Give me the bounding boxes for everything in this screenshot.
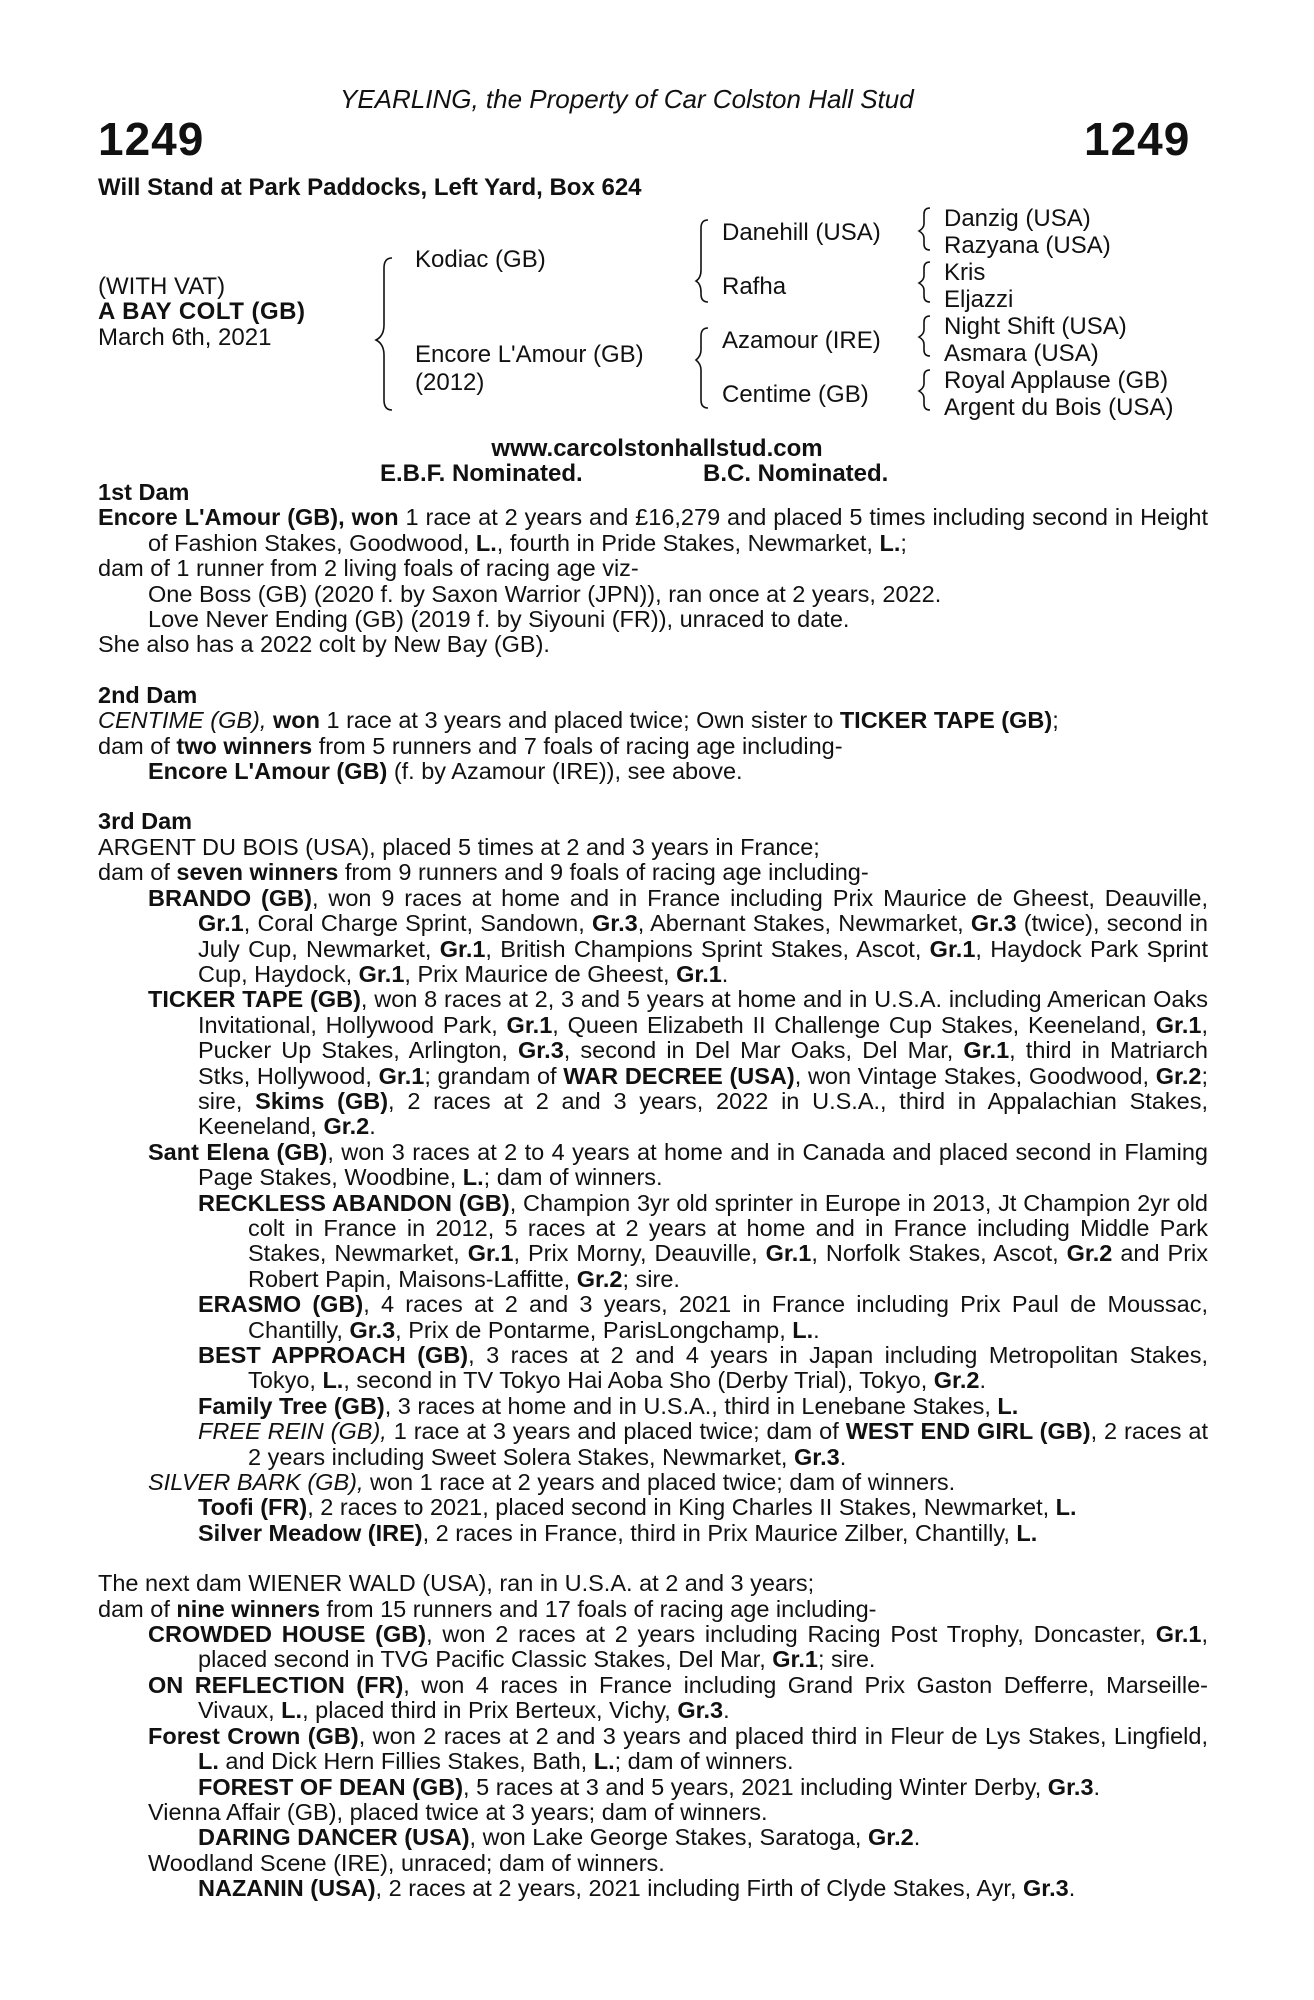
website-link[interactable]: www.carcolstonhallstud.com: [491, 435, 823, 462]
pedigree-g6: Asmara (USA): [944, 340, 1099, 367]
next-dam-produce-intro: dam of nine winners from 15 runners and 17 foals of racing age including-: [98, 1595, 877, 1622]
produce-record-forest-crown: Forest Crown (GB), won 2 races at 2 and 3 years and placed third in Fleur de Lys Stakes, Lingfield, L. and Dick Hern Fillies Stakes, Bath, L.; dam of winners.: [148, 1722, 1208, 1775]
produce-record-woodland-scene: Woodland Scene (IRE), unraced; dam of winners.: [148, 1849, 665, 1876]
horse-description: A BAY COLT (GB): [98, 298, 306, 325]
produce-record-erasmo: ERASMO (GB), 4 races at 2 and 3 years, 2021 in France including Prix Paul de Moussac, Chantilly, Gr.3, Prix de Pontarme, ParisLongchamp, L..: [198, 1291, 1209, 1343]
page-title: YEARLING, the Property of Car Colston Hall Stud: [340, 84, 914, 114]
foal-record: Love Never Ending (GB) (2019 f. by Siyouni (FR)), unraced to date.: [148, 606, 850, 633]
produce-record-family-tree: Family Tree (GB), 3 races at home and in U.S.A., third in Lenebane Stakes, L.: [198, 1392, 1019, 1419]
pedigree-g3: Kris: [944, 259, 986, 286]
pedigree-g7: Royal Applause (GB): [944, 367, 1169, 394]
pedigree-g1: Danzig (USA): [944, 205, 1091, 232]
pedigree-g8: Argent du Bois (USA): [944, 394, 1174, 421]
ebf-nominated: E.B.F. Nominated.: [380, 460, 583, 487]
dam-name: Encore L'Amour (GB),: [98, 504, 345, 531]
pedigree-dam: Encore L'Amour (GB): [415, 341, 644, 368]
first-dam-also: She also has a 2022 colt by New Bay (GB).: [98, 631, 550, 658]
pedigree-dam-dam: Centime (GB): [722, 381, 869, 408]
second-dam-heading: 2nd Dam: [98, 681, 198, 708]
third-dam-produce-intro: dam of seven winners from 9 runners and 9 foals of racing age including-: [98, 859, 869, 886]
pedigree-dam-sire: Azamour (IRE): [722, 327, 881, 354]
pedigree-sire: Kodiac (GB): [415, 246, 546, 273]
produce-record-silver-bark: SILVER BARK (GB), won 1 race at 2 years and placed twice; dam of winners.: [148, 1469, 956, 1496]
produce-record-daring-dancer: DARING DANCER (USA), won Lake George Stakes, Saratoga, Gr.2.: [198, 1824, 921, 1851]
produce-record-ticker-tape: TICKER TAPE (GB), won 8 races at 2, 3 and 5 years at home and in U.S.A. including American Oaks Invitational, Hollywood Park, Gr.1, Queen Elizabeth II Challenge Cup Stakes, Keeneland, Gr.1, Pucker Up Stakes, Arlington, Gr.3, second in Del Mar Oaks, Del Mar, Gr.1, third in Matriarch Stks, Hollywood, Gr.1; grandam of WAR DECREE (USA), won Vintage Stakes, Goodwood, Gr.2; sire, Skims (GB), 2 races at 2 and 3 years, 2022 in U.S.A., third in Appalachian Stakes, Keeneland, Gr.2.: [148, 986, 1208, 1140]
pedigree-dam-year: (2012): [415, 369, 485, 396]
vat-label: (WITH VAT): [98, 273, 226, 300]
third-dam-heading: 3rd Dam: [98, 808, 193, 835]
bc-nominated: B.C. Nominated.: [703, 460, 889, 487]
produce-record-brando: BRANDO (GB), won 9 races at home and in France including Prix Maurice de Gheest, Deauville, Gr.1, Coral Charge Sprint, Sandown, Gr.3, Abernant Stakes, Newmarket, Gr.3 (twice), second in July Cup, Newmarket, Gr.1, British Champions Sprint Stakes, Ascot, Gr.1, Haydock Park Sprint Cup, Haydock, Gr.1, Prix Maurice de Gheest, Gr.1.: [148, 884, 1208, 987]
produce-record-free-rein: FREE REIN (GB), 1 race at 3 years and placed twice; dam of WEST END GIRL (GB), 2 races at 2 years including Sweet Solera Stakes, Newmarket, Gr.3.: [198, 1418, 1209, 1470]
foal-record: One Boss (GB) (2020 f. by Saxon Warrior (JPN)), ran once at 2 years, 2022.: [148, 580, 942, 607]
pedigree-g4: Eljazzi: [944, 286, 1014, 313]
produce-record-vienna-affair: Vienna Affair (GB), placed twice at 3 years; dam of winners.: [148, 1798, 768, 1825]
foaled-date: March 6th, 2021: [98, 324, 272, 351]
next-dam-record: The next dam WIENER WALD (USA), ran in U.S.A. at 2 and 3 years;: [98, 1570, 815, 1597]
produce-record-sant-elena: Sant Elena (GB), won 3 races at 2 to 4 years at home and in Canada and placed second in Flaming Page Stakes, Woodbine, L.; dam of winners.: [148, 1138, 1208, 1191]
catalogue-body: [98, 480, 1208, 1902]
produce-record-best-approach: BEST APPROACH (GB), 3 races at 2 and 4 years in Japan including Metropolitan Stakes, Tokyo, L., second in TV Tokyo Hai Aoba Sho (Derby Trial), Tokyo, Gr.2.: [198, 1342, 1208, 1394]
produce-record-forest-of-dean: FOREST OF DEAN (GB), 5 races at 3 and 5 years, 2021 including Winter Derby, Gr.3.: [198, 1773, 1101, 1800]
third-dam-record: ARGENT DU BOIS (USA), placed 5 times at 2 and 3 years in France;: [98, 833, 820, 860]
produce-record-silver-meadow: Silver Meadow (IRE), 2 races in France, third in Prix Maurice Zilber, Chantilly, L.: [198, 1519, 1038, 1546]
produce-record-crowded-house: CROWDED HOUSE (GB), won 2 races at 2 years including Racing Post Trophy, Doncaster, Gr.1, placed second in TVG Pacific Classic Stakes, Del Mar, Gr.1; sire.: [148, 1621, 1209, 1673]
second-dam-produce-intro: dam of two winners from 5 runners and 7 foals of racing age including-: [98, 732, 843, 759]
pedigree-g5: Night Shift (USA): [944, 313, 1127, 340]
foal-record: Encore L'Amour (GB) (f. by Azamour (IRE)), see above.: [148, 758, 743, 785]
pedigree-sire-sire: Danehill (USA): [722, 219, 881, 246]
second-dam-record: CENTIME (GB), won 1 race at 3 years and placed twice; Own sister to TICKER TAPE (GB);: [98, 707, 1059, 734]
lot-number-left: 1249: [98, 113, 205, 165]
produce-record-toofi: Toofi (FR), 2 races to 2021, placed second in King Charles II Stakes, Newmarket, L.: [198, 1494, 1077, 1521]
stand-location: Will Stand at Park Paddocks, Left Yard, Box 624: [98, 174, 642, 201]
produce-record-nazanin: NAZANIN (USA), 2 races at 2 years, 2021 including Firth of Clyde Stakes, Ayr, Gr.3.: [198, 1875, 1076, 1902]
first-dam-heading: 1st Dam: [98, 479, 190, 505]
produce-record-on-reflection: ON REFLECTION (FR), won 4 races in France including Grand Prix Gaston Defferre, Marseille-Vivaux, L., placed third in Prix Berteux, Vichy, Gr.3.: [148, 1671, 1208, 1724]
pedigree-sire-dam: Rafha: [722, 273, 787, 300]
lot-number-right: 1249: [1084, 113, 1191, 165]
first-dam-produce-intro: dam of 1 runner from 2 living foals of racing age viz-: [98, 555, 639, 582]
produce-record-reckless-abandon: RECKLESS ABANDON (GB), Champion 3yr old sprinter in Europe in 2013, Jt Champion 2yr old colt in France in 2012, 5 races at 2 years at home and in France including Middle Park Stakes, Newmarket, Gr.1, Prix Morny, Deauville, Gr.1, Norfolk Stakes, Ascot, Gr.2 and Prix Robert Papin, Maisons-Laffitte, Gr.2; sire.: [198, 1189, 1208, 1292]
won-label: won: [351, 504, 399, 531]
first-dam-record: Encore L'Amour (GB), won 1 race at 2 years and £16,279 and placed 5 times including second in Height of Fashion Stakes, Goodwood, L., fourth in Pride Stakes, Newmarket, L.;: [98, 504, 1208, 556]
pedigree-g2: Razyana (USA): [944, 232, 1111, 259]
